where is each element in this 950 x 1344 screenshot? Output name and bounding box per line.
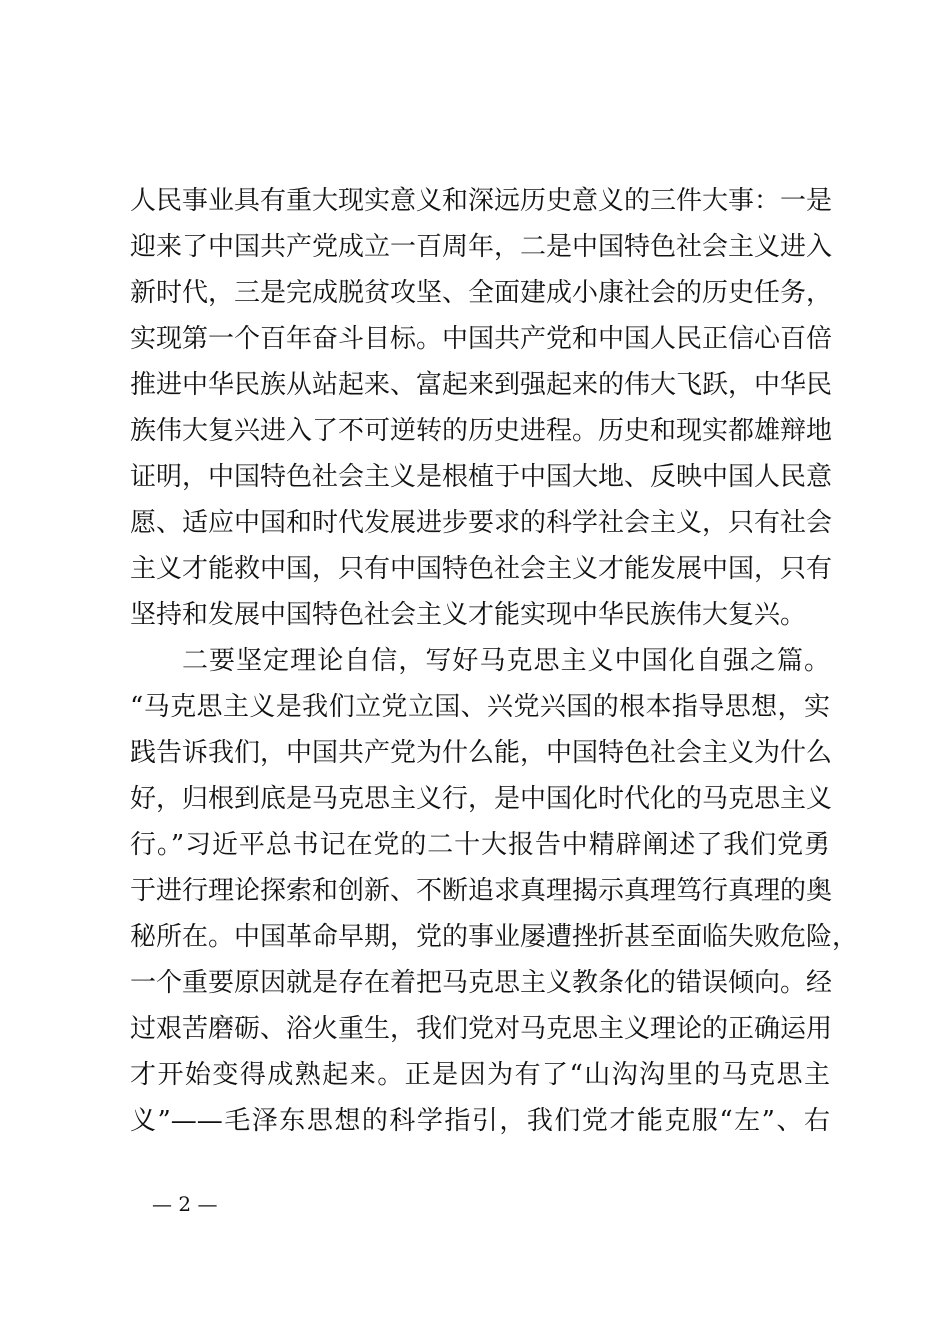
text-line: 主义才能救中国，只有中国特色社会主义才能发展中国，只有	[130, 554, 833, 584]
text-line: 迎来了中国共产党成立一百周年，二是中国特色社会主义进入	[130, 232, 833, 262]
text-line: 行。”习近平总书记在党的二十大报告中精辟阐述了我们党勇	[130, 830, 830, 860]
text-line: 于进行理论探索和创新、不断追求真理揭示真理笃行真理的奥	[130, 876, 833, 906]
text-line: 好，归根到底是马克思主义行，是中国化时代化的马克思主义	[130, 784, 833, 814]
page-number: — 2 —	[152, 1192, 218, 1216]
text-line: 人民事业具有重大现实意义和深远历史意义的三件大事：一是	[130, 186, 833, 216]
text-line: 推进中华民族从站起来、富起来到强起来的伟大飞跃，中华民	[130, 370, 833, 400]
text-line: 实现第一个百年奋斗目标。中国共产党和中国人民正信心百倍	[130, 324, 833, 354]
text-line: 才开始变得成熟起来。正是因为有了“山沟沟里的马克思主	[130, 1060, 830, 1090]
text-line: “马克思主义是我们立党立国、兴党兴国的根本指导思想，实	[130, 692, 830, 722]
text-line: 愿、适应中国和时代发展进步要求的科学社会主义，只有社会	[130, 508, 833, 538]
text-line: 践告诉我们，中国共产党为什么能，中国特色社会主义为什么	[130, 738, 833, 768]
text-line: 族伟大复兴进入了不可逆转的历史进程。历史和现实都雄辩地	[130, 416, 833, 446]
text-line: 一个重要原因就是存在着把马克思主义教条化的错误倾向。经	[130, 968, 833, 998]
text-line: 坚持和发展中国特色社会主义才能实现中华民族伟大复兴。	[130, 600, 807, 630]
text-line: 秘所在。中国革命早期，党的事业屡遭挫折甚至面临失败危险，	[130, 922, 859, 952]
paragraph-heading-line: 二要坚定理论自信，写好马克思主义中国化自强之篇。	[182, 646, 830, 676]
text-line: 义”——毛泽东思想的科学指引，我们党才能克服“左”、右	[130, 1106, 830, 1136]
text-line: 证明，中国特色社会主义是根植于中国大地、反映中国人民意	[130, 462, 833, 492]
text-line: 新时代，三是完成脱贫攻坚、全面建成小康社会的历史任务，	[130, 278, 833, 308]
text-line: 过艰苦磨砺、浴火重生，我们党对马克思主义理论的正确运用	[130, 1014, 833, 1044]
